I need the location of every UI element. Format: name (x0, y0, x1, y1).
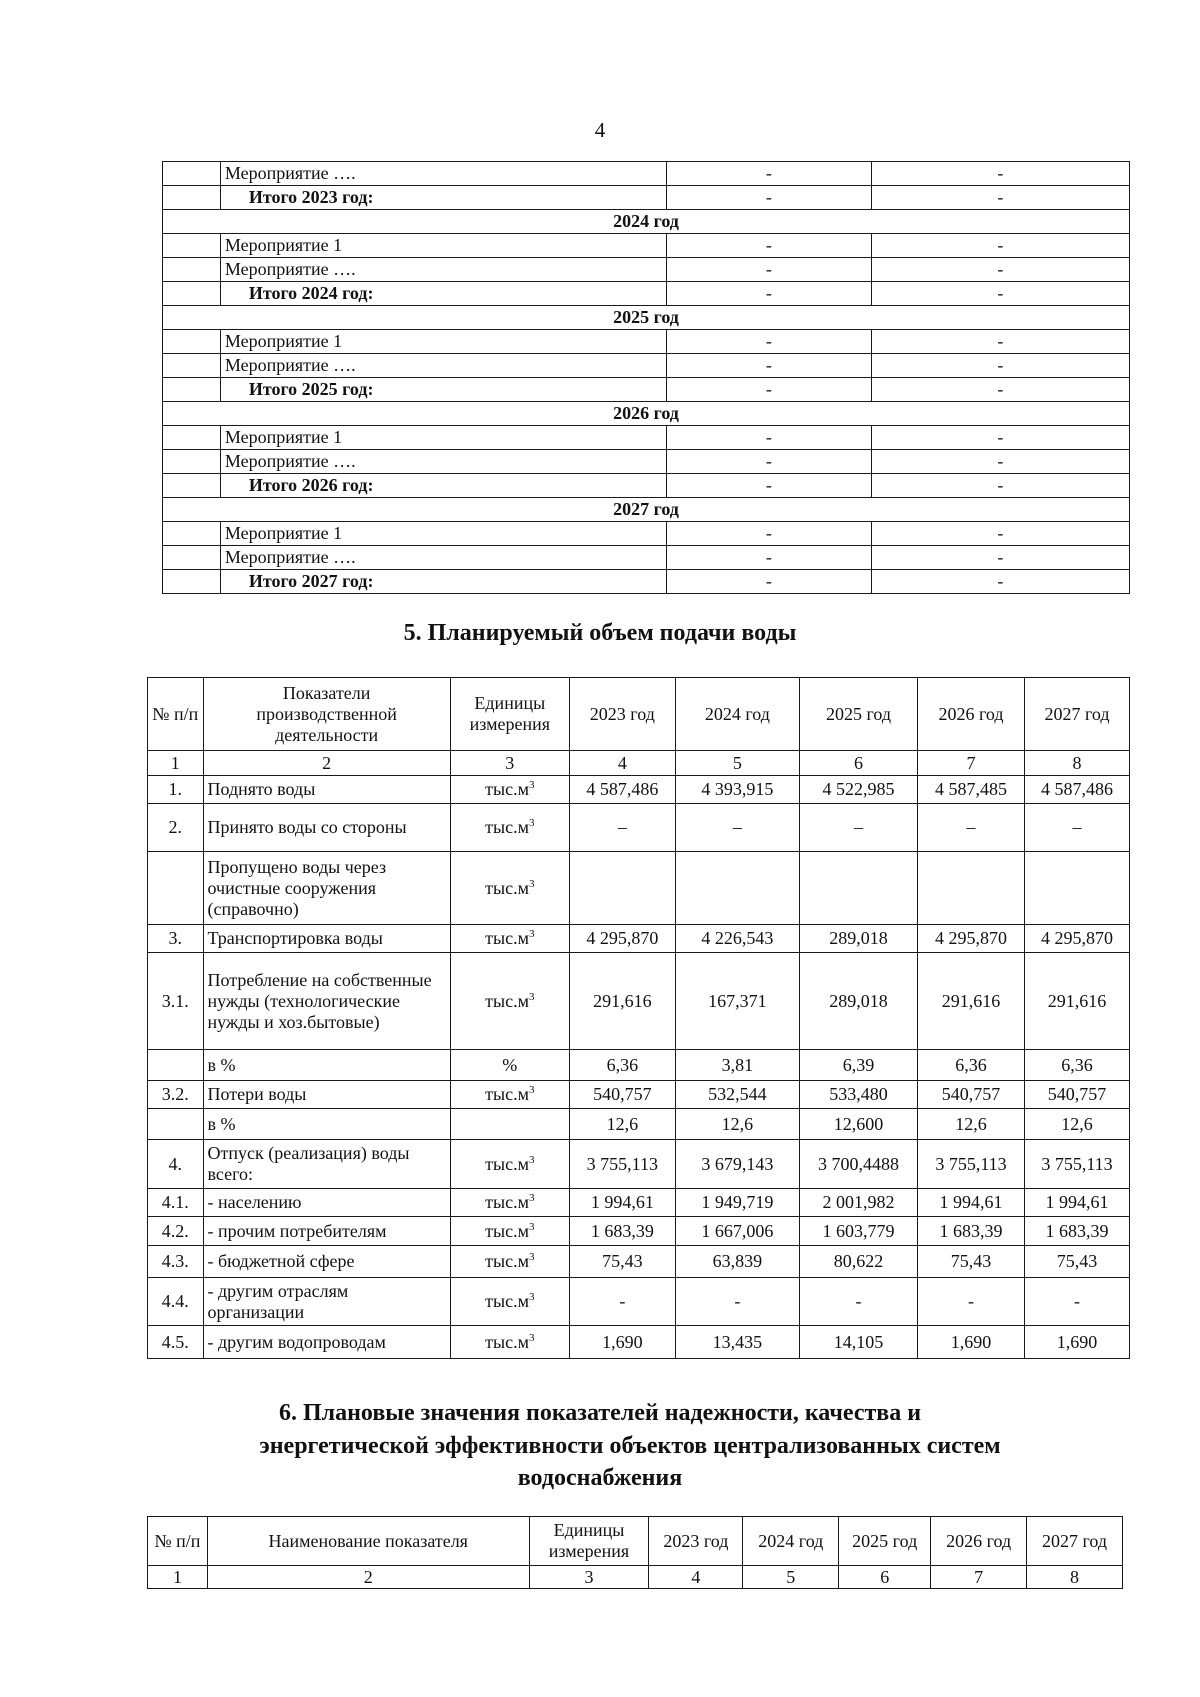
unit-cell (450, 1081, 569, 1109)
unit-exponent: 3 (528, 990, 535, 1003)
section6-title-line2: энергетической эффективности объектов централизованных систем (259, 1433, 1001, 1459)
year-value: 13,435 (675, 1326, 799, 1359)
year-heading: 2027 год (163, 498, 1130, 522)
measure-label: Мероприятие …. (220, 546, 666, 570)
column-number: 5 (675, 751, 799, 776)
value-cell: - (667, 354, 872, 378)
year-value: 12,6 (675, 1109, 799, 1140)
unit-cell (450, 1246, 569, 1278)
value-cell: - (871, 258, 1129, 282)
measure-label: Мероприятие …. (220, 450, 666, 474)
value-cell: - (871, 354, 1129, 378)
unit-cell (450, 1140, 569, 1189)
year-value: 291,616 (569, 953, 675, 1050)
value-cell: - (667, 426, 872, 450)
value-cell: - (667, 570, 872, 594)
column-number: 1 (148, 1566, 208, 1589)
value-cell: - (871, 234, 1129, 258)
value-cell: - (667, 330, 872, 354)
indicator-name: в % (203, 1050, 450, 1081)
data-row (148, 953, 1130, 1050)
column-header: Показатели производственной деятельности (203, 678, 450, 751)
column-number: 2 (203, 751, 450, 776)
data-row (148, 1278, 1130, 1326)
data-row (148, 925, 1130, 953)
header-number-row (148, 751, 1130, 776)
row-number: 4.4. (148, 1278, 204, 1326)
index-cell (163, 282, 221, 306)
unit-exponent: 3 (528, 1251, 535, 1263)
year-value: 4 587,485 (918, 776, 1025, 804)
year-value: 532,544 (675, 1081, 799, 1109)
row-number (148, 1050, 204, 1081)
section6-title-line1: 6. Плановые значения показателей надежности, качества и (278, 1400, 922, 1426)
indicator-name: - населению (203, 1189, 450, 1217)
index-cell (163, 378, 221, 402)
total-row (163, 186, 1130, 210)
year-value: 6,36 (918, 1050, 1025, 1081)
row-number: 3.1. (148, 953, 204, 1050)
unit-text: тыс.м (485, 1084, 529, 1104)
unit-exponent: 3 (528, 817, 535, 829)
year-value: 4 295,870 (569, 925, 675, 953)
unit-cell (450, 804, 569, 852)
year-value: 1 683,39 (918, 1217, 1025, 1246)
year-value: 540,757 (918, 1081, 1025, 1109)
value-cell: - (871, 474, 1129, 498)
year-header-row (163, 210, 1130, 234)
total-row (163, 474, 1130, 498)
unit-cell (450, 953, 569, 1050)
row-number: 4.3. (148, 1246, 204, 1278)
measure-row (163, 354, 1130, 378)
data-row (148, 1109, 1130, 1140)
data-row (148, 1050, 1130, 1081)
water-supply-table (147, 677, 1130, 1359)
index-cell (163, 522, 221, 546)
year-value (569, 852, 675, 925)
index-cell (163, 570, 221, 594)
column-header: Единицы измерения (450, 678, 569, 751)
unit-exponent: 3 (528, 1084, 535, 1096)
row-number: 2. (148, 804, 204, 852)
value-cell: - (667, 234, 872, 258)
data-row (148, 804, 1130, 852)
measure-label: Итого 2027 год: (220, 570, 666, 594)
year-value: 289,018 (799, 953, 917, 1050)
year-value: 1 683,39 (569, 1217, 675, 1246)
column-number: 7 (931, 1566, 1027, 1589)
year-value: – (918, 804, 1025, 852)
column-header: 2027 год (1024, 678, 1129, 751)
measure-row (163, 450, 1130, 474)
row-number: 4.2. (148, 1217, 204, 1246)
measure-row (163, 258, 1130, 282)
data-row (148, 852, 1130, 925)
value-cell: - (667, 546, 872, 570)
unit-text: тыс.м (485, 817, 529, 837)
row-number: 3.2. (148, 1081, 204, 1109)
column-header: № п/п (148, 678, 204, 751)
value-cell: - (871, 162, 1129, 186)
row-number: 4.5. (148, 1326, 204, 1359)
column-number: 2 (207, 1566, 529, 1589)
measure-label: Итого 2023 год: (220, 186, 666, 210)
year-value: 167,371 (675, 953, 799, 1050)
unit-exponent: 3 (528, 1291, 535, 1303)
row-number: 4.1. (148, 1189, 204, 1217)
year-value: 4 295,870 (918, 925, 1025, 953)
value-cell: - (667, 378, 872, 402)
year-value: 291,616 (918, 953, 1025, 1050)
year-value: 4 587,486 (569, 776, 675, 804)
indicator-name: Потери воды (203, 1081, 450, 1109)
year-value: 4 587,486 (1024, 776, 1129, 804)
unit-cell (450, 1278, 569, 1326)
index-cell (163, 354, 221, 378)
value-cell: - (871, 378, 1129, 402)
year-value: 4 295,870 (1024, 925, 1129, 953)
page-number: 4 (594, 118, 606, 142)
indicator-name: Отпуск (реализация) воды всего: (203, 1140, 450, 1189)
year-value: 2 001,982 (799, 1189, 917, 1217)
indicator-name: Транспортировка воды (203, 925, 450, 953)
measure-row (163, 162, 1130, 186)
year-value: 3 755,113 (1024, 1140, 1129, 1189)
column-number: 1 (148, 751, 204, 776)
year-header-row (163, 402, 1130, 426)
column-number: 7 (918, 751, 1025, 776)
index-cell (163, 474, 221, 498)
column-header: 2027 год (1027, 1517, 1123, 1566)
measure-label: Итого 2026 год: (220, 474, 666, 498)
value-cell: - (871, 570, 1129, 594)
year-value: 6,36 (1024, 1050, 1129, 1081)
unit-text: тыс.м (485, 1192, 529, 1212)
unit-text: тыс.м (485, 877, 529, 898)
measure-label: Мероприятие …. (220, 354, 666, 378)
measure-label: Мероприятие 1 (220, 330, 666, 354)
measure-label: Мероприятие …. (220, 258, 666, 282)
value-cell: - (871, 546, 1129, 570)
index-cell (163, 186, 221, 210)
indicator-name: в % (203, 1109, 450, 1140)
measure-label: Итого 2024 год: (220, 282, 666, 306)
year-value (918, 852, 1025, 925)
indicator-name: Потребление на собственные нужды (технологические нужды и хоз.бытовые) (203, 953, 450, 1050)
year-value: 540,757 (569, 1081, 675, 1109)
data-row (148, 776, 1130, 804)
index-cell (163, 546, 221, 570)
column-header: 2023 год (569, 678, 675, 751)
row-number: 3. (148, 925, 204, 953)
year-value: – (799, 804, 917, 852)
indicators-table (147, 1516, 1123, 1589)
unit-exponent: 3 (528, 928, 535, 940)
unit-exponent: 3 (528, 1192, 535, 1204)
indicator-name: Принято воды со стороны (203, 804, 450, 852)
value-cell: - (871, 330, 1129, 354)
value-cell: - (667, 162, 872, 186)
year-value: 75,43 (918, 1246, 1025, 1278)
year-header-row (163, 306, 1130, 330)
value-cell: - (871, 450, 1129, 474)
year-value: 3 679,143 (675, 1140, 799, 1189)
value-cell: - (667, 474, 872, 498)
year-value: 63,839 (675, 1246, 799, 1278)
unit-text: тыс.м (485, 779, 529, 799)
data-row (148, 1189, 1130, 1217)
unit-exponent: 3 (528, 1220, 535, 1233)
indicator-name: Поднято воды (203, 776, 450, 804)
column-number: 4 (649, 1566, 743, 1589)
section6-title-line3: водоснабжения (517, 1465, 683, 1491)
column-number: 3 (450, 751, 569, 776)
year-value: 1 994,61 (569, 1189, 675, 1217)
value-cell: - (667, 258, 872, 282)
year-value: - (675, 1278, 799, 1326)
measure-label: Мероприятие 1 (220, 426, 666, 450)
year-value: 533,480 (799, 1081, 917, 1109)
measure-row (163, 234, 1130, 258)
year-value: 12,6 (918, 1109, 1025, 1140)
year-value: 12,6 (569, 1109, 675, 1140)
column-header: Наименование показателя (207, 1517, 529, 1566)
value-cell: - (667, 522, 872, 546)
year-value: 1 949,719 (675, 1189, 799, 1217)
value-cell: - (667, 282, 872, 306)
index-cell (163, 234, 221, 258)
index-cell (163, 426, 221, 450)
year-value: 1,690 (569, 1326, 675, 1359)
year-value: 3 755,113 (569, 1140, 675, 1189)
year-value: - (569, 1278, 675, 1326)
data-row (148, 1081, 1130, 1109)
unit-text: тыс.м (485, 1220, 529, 1241)
unit-text: тыс.м (485, 1331, 529, 1352)
column-header: 2026 год (918, 678, 1025, 751)
year-value: 540,757 (1024, 1081, 1129, 1109)
year-value (799, 852, 917, 925)
year-value: - (918, 1278, 1025, 1326)
unit-text: тыс.м (485, 928, 529, 948)
unit-text: тыс.м (485, 1251, 529, 1271)
column-header: 2024 год (675, 678, 799, 751)
row-number (148, 852, 204, 925)
year-value: 1,690 (918, 1326, 1025, 1359)
value-cell: - (871, 522, 1129, 546)
year-value: 4 522,985 (799, 776, 917, 804)
column-number: 5 (743, 1566, 839, 1589)
year-value: 4 393,915 (675, 776, 799, 804)
year-value: 1 683,39 (1024, 1217, 1129, 1246)
row-number: 1. (148, 776, 204, 804)
year-value: 75,43 (1024, 1246, 1129, 1278)
year-value (1024, 852, 1129, 925)
value-cell: - (667, 450, 872, 474)
year-value (675, 852, 799, 925)
year-value: 291,616 (1024, 953, 1129, 1050)
year-value: 1 994,61 (918, 1189, 1025, 1217)
column-header: 2026 год (931, 1517, 1027, 1566)
indicator-name: - другим отраслям организации (203, 1278, 450, 1326)
year-value: 3 755,113 (918, 1140, 1025, 1189)
column-header: 2025 год (799, 678, 917, 751)
measure-label: Мероприятие 1 (220, 522, 666, 546)
section5-title: 5. Планируемый объем подачи воды (403, 620, 797, 646)
index-cell (163, 258, 221, 282)
year-value: - (799, 1278, 917, 1326)
header-number-row (148, 1566, 1123, 1589)
unit-cell (450, 852, 569, 925)
column-number: 4 (569, 751, 675, 776)
data-row (148, 1217, 1130, 1246)
year-value: 12,600 (799, 1109, 917, 1140)
total-row (163, 378, 1130, 402)
column-header: № п/п (148, 1517, 208, 1566)
year-value: – (1024, 804, 1129, 852)
header-row (148, 678, 1130, 751)
year-value: 75,43 (569, 1246, 675, 1278)
unit-cell (450, 1189, 569, 1217)
measure-label: Мероприятие …. (220, 162, 666, 186)
value-cell: - (667, 186, 872, 210)
year-heading: 2026 год (163, 402, 1130, 426)
measure-label: Итого 2025 год: (220, 378, 666, 402)
year-value: 80,622 (799, 1246, 917, 1278)
measure-label: Мероприятие 1 (220, 234, 666, 258)
year-value: 6,36 (569, 1050, 675, 1081)
measure-row (163, 426, 1130, 450)
indicator-name: Пропущено воды через очистные сооружения (справочно) (203, 852, 450, 925)
row-number: 4. (148, 1140, 204, 1189)
unit-exponent: 3 (528, 1331, 535, 1344)
unit-text: тыс.м (485, 1153, 529, 1174)
unit-cell (450, 776, 569, 804)
total-row (163, 282, 1130, 306)
data-row (148, 1246, 1130, 1278)
header-row (148, 1517, 1123, 1566)
year-heading: 2024 год (163, 210, 1130, 234)
unit-exponent: 3 (528, 779, 535, 791)
row-number (148, 1109, 204, 1140)
unit-text: тыс.м (485, 990, 529, 1011)
column-header: 2023 год (649, 1517, 743, 1566)
unit-text: тыс.м (485, 1291, 529, 1311)
value-cell: - (871, 186, 1129, 210)
column-number: 6 (799, 751, 917, 776)
year-value: 12,6 (1024, 1109, 1129, 1140)
year-value: 14,105 (799, 1326, 917, 1359)
unit-exponent: 3 (528, 877, 535, 890)
year-value: 289,018 (799, 925, 917, 953)
unit-exponent: 3 (528, 1153, 535, 1166)
year-value: 6,39 (799, 1050, 917, 1081)
column-header: Единицы измерения (529, 1517, 649, 1566)
unit-cell (450, 1109, 569, 1140)
year-value: – (675, 804, 799, 852)
column-number: 8 (1024, 751, 1129, 776)
measure-row (163, 330, 1130, 354)
indicator-name: - другим водопроводам (203, 1326, 450, 1359)
measures-table (162, 161, 1130, 594)
year-heading: 2025 год (163, 306, 1130, 330)
value-cell: - (871, 426, 1129, 450)
column-header: 2025 год (839, 1517, 931, 1566)
year-value: - (1024, 1278, 1129, 1326)
unit-cell (450, 1217, 569, 1246)
total-row (163, 570, 1130, 594)
year-value: 1 667,006 (675, 1217, 799, 1246)
year-header-row (163, 498, 1130, 522)
unit-cell (450, 925, 569, 953)
column-number: 8 (1027, 1566, 1123, 1589)
year-value: 3,81 (675, 1050, 799, 1081)
index-cell (163, 330, 221, 354)
year-value: 3 700,4488 (799, 1140, 917, 1189)
measure-row (163, 522, 1130, 546)
indicator-name: - бюджетной сфере (203, 1246, 450, 1278)
unit-cell (450, 1326, 569, 1359)
data-row (148, 1326, 1130, 1359)
year-value: 1 603,779 (799, 1217, 917, 1246)
year-value: 4 226,543 (675, 925, 799, 953)
year-value: – (569, 804, 675, 852)
index-cell (163, 450, 221, 474)
column-number: 3 (529, 1566, 649, 1589)
measure-row (163, 546, 1130, 570)
year-value: 1,690 (1024, 1326, 1129, 1359)
data-row (148, 1140, 1130, 1189)
unit-cell: % (450, 1050, 569, 1081)
column-number: 6 (839, 1566, 931, 1589)
year-value: 1 994,61 (1024, 1189, 1129, 1217)
value-cell: - (871, 282, 1129, 306)
column-header: 2024 год (743, 1517, 839, 1566)
index-cell (163, 162, 221, 186)
indicator-name: - прочим потребителям (203, 1217, 450, 1246)
